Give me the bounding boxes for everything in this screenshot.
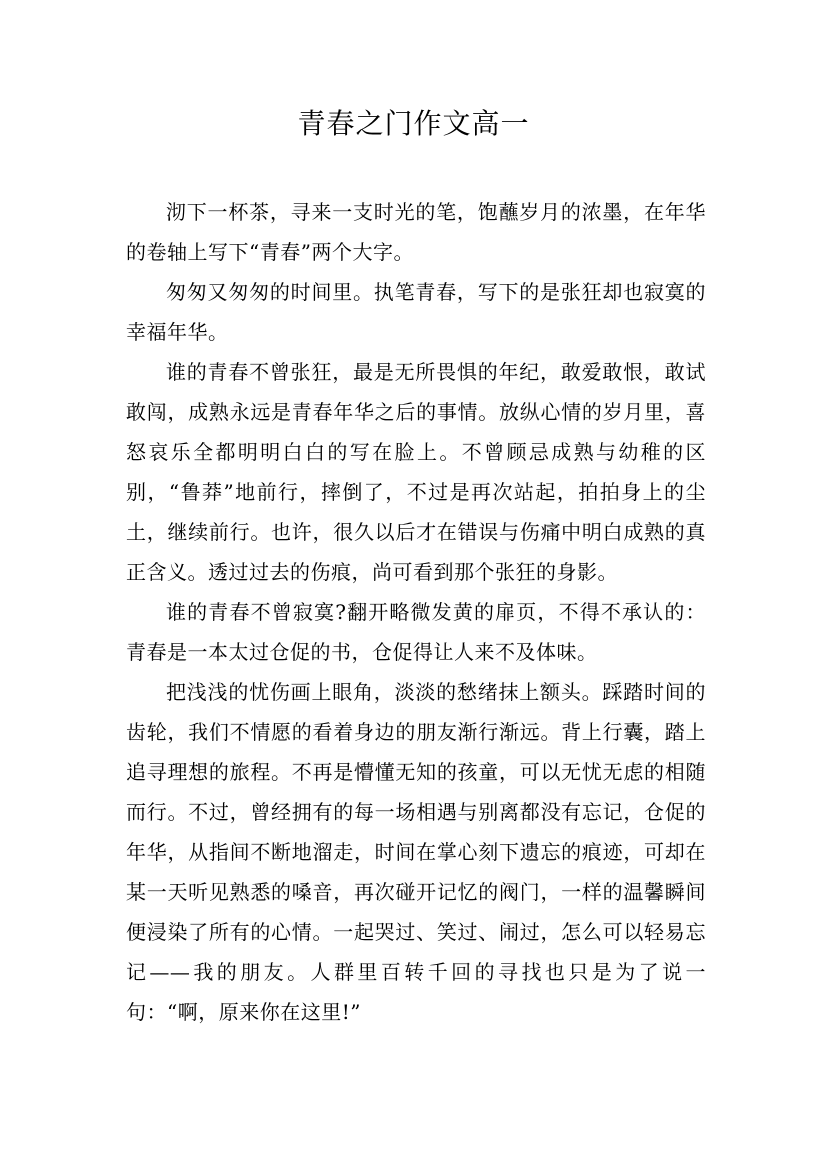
paragraph-3: 谁的青春不曾张狂，最是无所畏惧的年纪，敢爱敢恨，敢试敢闯，成熟永远是青春年华之后的事情。放纵心情的岁月里，喜怒哀乐全都明明白白的写在脸上。不曾顾忌成熟与幼稚的区别，“鲁莽”地前行，摔倒了，不过是再次站起，拍拍身上的尘土，继续前行。也许，很久以后才在错误与伤痛中明白成熟的真正含义。透过过去的伤痕，尚可看到那个张狂的身影。: [126, 360, 706, 584]
paragraph-2: 匆匆又匆匆的时间里。执笔青春，写下的是张狂却也寂寞的幸福年华。: [126, 280, 706, 344]
document-body: [126, 192, 706, 1032]
paragraph-1: 沏下一杯茶，寻来一支时光的笔，饱蘸岁月的浓墨，在年华的卷轴上写下“青春”两个大字。: [126, 200, 706, 264]
paragraph-5: 把浅浅的忧伤画上眼角，淡淡的愁绪抹上额头。踩踏时间的齿轮，我们不情愿的看着身边的朋友渐行渐远。背上行囊，踏上追寻理想的旅程。不再是懵懂无知的孩童，可以无忧无虑的相随而行。不过，曾经拥有的每一场相遇与别离都没有忘记，仓促的年华，从指间不断地溜走，时间在掌心刻下遗忘的痕迹，可却在某一天听见熟悉的嗓音，再次碰开记忆的阀门，一样的温馨瞬间便浸染了所有的心情。一起哭过、笑过、闹过，怎么可以轻易忘记——我的朋友。人群里百转千回的寻找也只是为了说一句：“啊，原来你在这里!”: [126, 680, 706, 1024]
paragraph-4: 谁的青春不曾寂寞?翻开略微发黄的扉页，不得不承认的：青春是一本太过仓促的书，仓促得让人来不及体味。: [126, 600, 706, 664]
document-title: 青春之门作文高一: [297, 107, 530, 140]
